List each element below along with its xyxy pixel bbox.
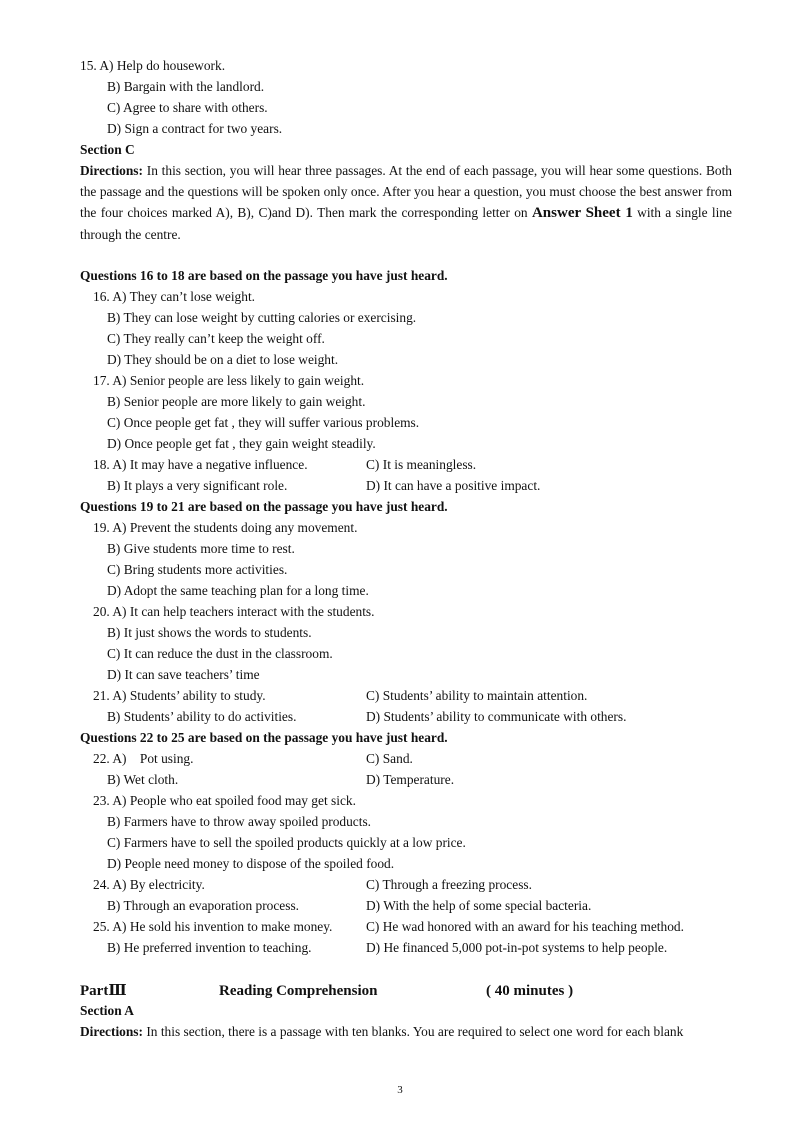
part3-title: Reading Comprehension xyxy=(219,983,378,999)
part3-time: ( 40 minutes ) xyxy=(486,983,574,999)
q15-option-a: 15. A) Help do housework. xyxy=(80,58,226,73)
q25-option-b: B) He preferred invention to teaching. xyxy=(107,940,312,955)
section-a-directions-label: Directions: xyxy=(80,1024,143,1039)
q23-option-c: C) Farmers have to sell the spoiled products quickly at a low price. xyxy=(107,835,466,850)
q16-option-a: 16. A) They can’t lose weight. xyxy=(93,289,256,304)
q16-option-c: C) They really can’t keep the weight off. xyxy=(107,331,325,346)
q16-option-b: B) They can lose weight by cutting calories or exercising. xyxy=(107,310,417,325)
q18-option-d: D) It can have a positive impact. xyxy=(366,478,541,493)
q15-option-c: C) Agree to share with others. xyxy=(107,100,268,115)
page-number: 3 xyxy=(397,1084,403,1096)
group3-heading: Questions 22 to 25 are based on the passage you have just heard. xyxy=(80,730,448,745)
q22-option-d: D) Temperature. xyxy=(366,772,455,787)
q15-option-b: B) Bargain with the landlord. xyxy=(107,79,265,94)
q23-option-d: D) People need money to dispose of the spoiled food. xyxy=(107,856,395,871)
q24-option-a: 24. A) By electricity. xyxy=(93,877,205,892)
q19-option-b: B) Give students more time to rest. xyxy=(107,541,295,556)
section-a-heading: Section A xyxy=(80,1003,134,1018)
q24-option-d: D) With the help of some special bacteria. xyxy=(366,898,592,913)
q18-option-b: B) It plays a very significant role. xyxy=(107,478,288,493)
section-c-heading: Section C xyxy=(80,142,135,157)
q16-option-d: D) They should be on a diet to lose weight. xyxy=(107,352,339,367)
q17-option-d: D) Once people get fat , they gain weight steadily. xyxy=(107,436,376,451)
answer-sheet-label: Answer Sheet 1 xyxy=(531,205,633,221)
section-a-directions-text: In this section, there is a passage with ten blanks. You are required to select one word for each blank xyxy=(142,1024,684,1039)
part3-label: PartⅢ xyxy=(80,983,127,999)
q15-option-d: D) Sign a contract for two years. xyxy=(107,121,283,136)
q20-option-b: B) It just shows the words to students. xyxy=(107,625,312,640)
section-c-directions xyxy=(80,160,732,245)
q17-option-a: 17. A) Senior people are less likely to gain weight. xyxy=(93,373,365,388)
q17-option-b: B) Senior people are more likely to gain weight. xyxy=(107,394,366,409)
q18-option-a: 18. A) It may have a negative influence. xyxy=(93,457,308,472)
q20-option-d: D) It can save teachers’ time xyxy=(107,667,260,682)
q21-option-b: B) Students’ ability to do activities. xyxy=(107,709,297,724)
q21-option-d: D) Students’ ability to communicate with others. xyxy=(366,709,627,724)
q19-option-d: D) Adopt the same teaching plan for a long time. xyxy=(107,583,369,598)
q20-option-c: C) It can reduce the dust in the classroom. xyxy=(107,646,333,661)
q25-option-d: D) He financed 5,000 pot-in-pot systems to help people. xyxy=(366,940,668,955)
q21-option-a: 21. A) Students’ ability to study. xyxy=(93,688,266,703)
q23-option-b: B) Farmers have to throw away spoiled products. xyxy=(107,814,372,829)
group2-heading: Questions 19 to 21 are based on the passage you have just heard. xyxy=(80,499,448,514)
group1-heading: Questions 16 to 18 are based on the passage you have just heard. xyxy=(80,268,448,283)
q20-option-a: 20. A) It can help teachers interact with the students. xyxy=(93,604,375,619)
q25-option-a: 25. A) He sold his invention to make money. xyxy=(93,919,333,934)
q22-option-a: 22. A) Pot using. xyxy=(93,751,194,766)
q19-option-c: C) Bring students more activities. xyxy=(107,562,288,577)
q17-option-c: C) Once people get fat , they will suffer various problems. xyxy=(107,415,420,430)
directions-tail: with a single line through the centre. xyxy=(80,205,732,242)
q19-option-a: 19. A) Prevent the students doing any movement. xyxy=(93,520,358,535)
q21-option-c: C) Students’ ability to maintain attention. xyxy=(366,688,588,703)
q18-option-c: C) It is meaningless. xyxy=(366,457,477,472)
q22-option-c: C) Sand. xyxy=(366,751,413,766)
q25-option-c: C) He wad honored with an award for his teaching method. xyxy=(366,919,684,934)
q24-option-b: B) Through an evaporation process. xyxy=(107,898,300,913)
section-a-directions xyxy=(80,1024,683,1040)
q24-option-c: C) Through a freezing process. xyxy=(366,877,532,892)
q23-option-a: 23. A) People who eat spoiled food may get sick. xyxy=(93,793,356,808)
directions-text: In this section, you will hear three passages. At the end of each passage, you will hear some questions. Both the passage and the questions will be spoken only once. After you hear a question, you must choose the best answer from the four choices marked A), B), C)and D). Then mark the corresponding letter on xyxy=(80,163,732,220)
directions-label: Directions: xyxy=(80,163,143,178)
q22-option-b: B) Wet cloth. xyxy=(107,772,179,787)
